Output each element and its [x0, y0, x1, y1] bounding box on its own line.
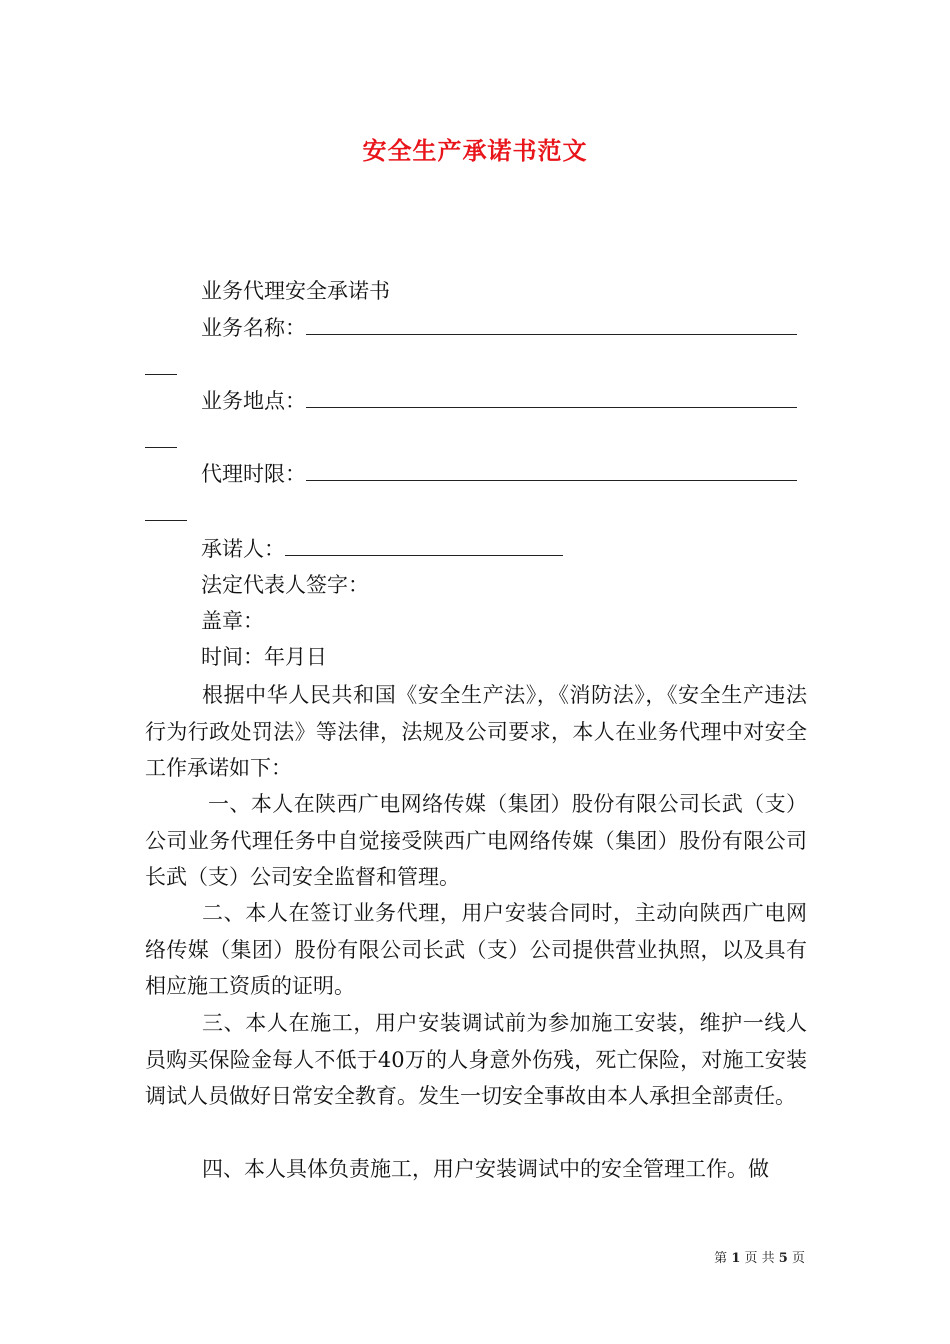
footer-page-number: 1 — [731, 1251, 741, 1266]
footer-total-pages: 5 — [778, 1251, 788, 1266]
form-heading: 业务代理安全承诺书 — [201, 279, 390, 303]
business-name-blank-tail — [145, 374, 177, 375]
business-name-label: 业务名称： — [201, 316, 306, 340]
business-name-line — [201, 314, 797, 342]
date-label: 时间：年月日 — [201, 645, 327, 669]
paragraph-item-3: 三、本人在施工，用户安装调试前为参加施工安装，维护一线人员购买保险金每人不低于40万的人身意外伤残，死亡保险，对施工安装调试人员做好日常安全教育。发生一切安全事故由本人承担全部责任。 — [145, 1011, 807, 1108]
paragraph-item-1: 一、本人在陕西广电网络传媒（集团）股份有限公司长武（支）公司业务代理任务中自觉接受陕西广电网络传媒（集团）股份有限公司长武（支）公司安全监督和管理。 — [145, 792, 807, 889]
paragraph-item-2: 二、本人在签订业务代理，用户安装合同时，主动向陕西广电网络传媒（集团）股份有限公司长武（支）公司提供营业执照，以及具有相应施工资质的证明。 — [145, 901, 807, 998]
business-location-blank — [306, 387, 797, 408]
agency-period-blank-tail — [145, 520, 187, 521]
business-name-blank — [306, 314, 797, 335]
agency-period-label: 代理时限： — [201, 462, 306, 486]
legal-rep-signature-label: 法定代表人签字： — [201, 573, 369, 597]
agency-period-line — [201, 460, 797, 488]
business-location-blank-tail — [145, 447, 177, 448]
page-footer — [714, 1247, 805, 1266]
seal-label: 盖章： — [201, 609, 264, 633]
footer-middle: 页 共 — [744, 1251, 775, 1266]
footer-prefix: 第 — [714, 1251, 728, 1266]
agency-period-blank — [306, 460, 797, 481]
promisor-blank — [285, 535, 563, 556]
paragraph-intro: 根据中华人民共和国《安全生产法》，《消防法》，《安全生产违法行为行政处罚法》等法律，法规及公司要求，本人在业务代理中对安全工作承诺如下： — [145, 683, 807, 780]
promisor-label: 承诺人： — [201, 537, 285, 561]
business-location-line — [201, 387, 797, 415]
footer-suffix: 页 — [791, 1251, 805, 1266]
paragraph-item-4: 四、本人具体负责施工，用户安装调试中的安全管理工作。做 — [202, 1157, 769, 1181]
business-location-label: 业务地点： — [201, 389, 306, 413]
document-title: 安全生产承诺书范文 — [362, 136, 588, 165]
promisor-line — [201, 535, 563, 563]
